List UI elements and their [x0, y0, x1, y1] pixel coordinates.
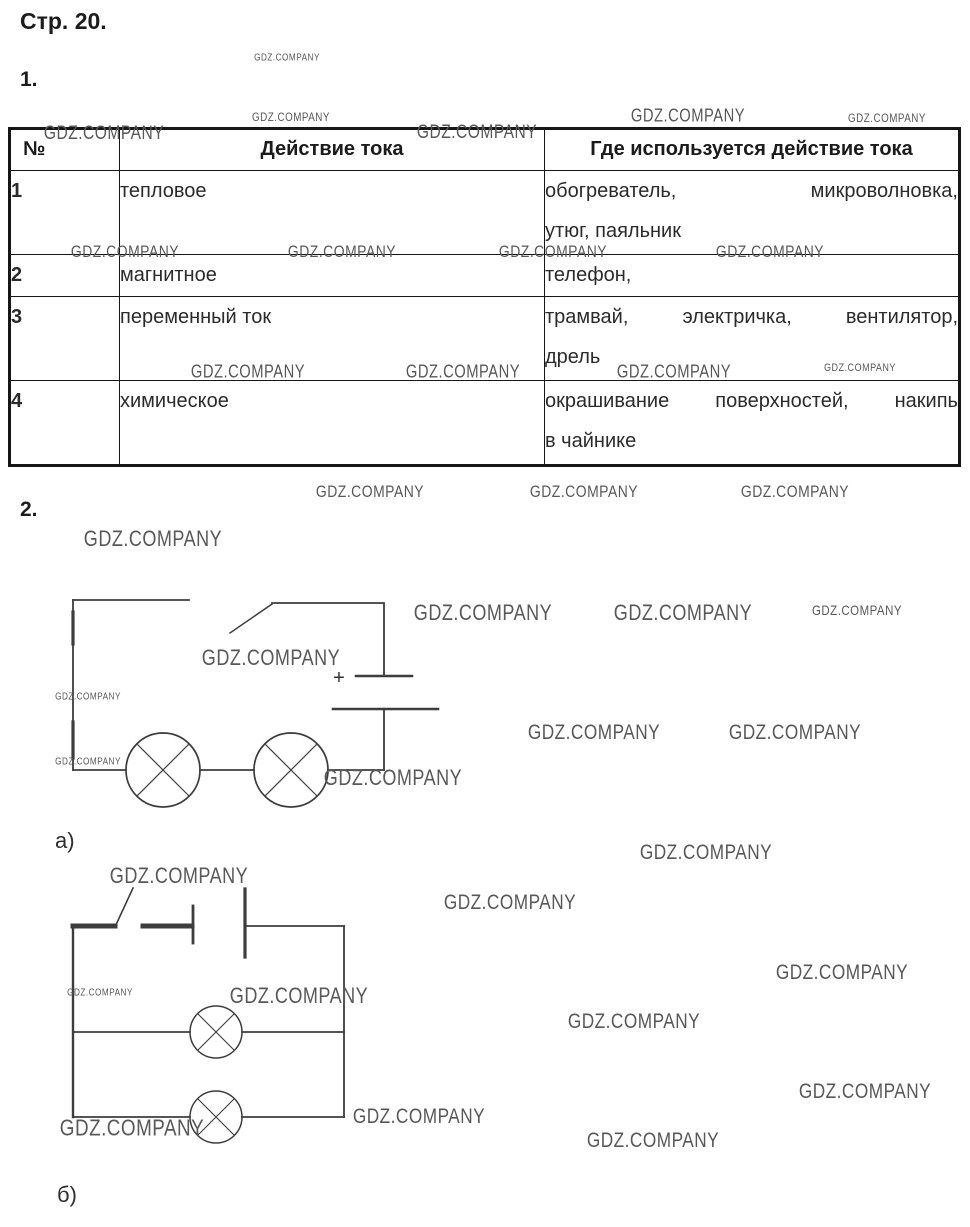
- circuit-b-diagram: [0, 870, 460, 1170]
- lamp-cross-icon: [198, 1099, 234, 1135]
- watermark: GDZ.COMPANY: [639, 841, 773, 864]
- watermark: GDZ.COMPANY: [55, 756, 121, 768]
- answers-table: [8, 127, 961, 467]
- row-number-cell: 4: [10, 381, 120, 466]
- watermark: GDZ.COMPANY: [201, 645, 341, 670]
- usage-line: в чайнике: [545, 430, 637, 452]
- usage-cell: [545, 255, 960, 297]
- action-cell: тепловое: [120, 171, 545, 255]
- watermark: GDZ.COMPANY: [567, 1010, 701, 1033]
- column-header-usage: Где используется действие тока: [545, 129, 960, 171]
- watermark: GDZ.COMPANY: [43, 123, 165, 144]
- watermark: GDZ.COMPANY: [529, 482, 639, 501]
- usage-cell: [545, 381, 960, 466]
- circuit-a-diagram: [0, 580, 463, 815]
- watermark: GDZ.COMPANY: [254, 52, 320, 64]
- usage-cell: [545, 171, 960, 255]
- usage-word: накипь: [894, 390, 958, 412]
- circuit-a-label: а): [55, 828, 75, 853]
- watermark: GDZ.COMPANY: [848, 111, 926, 125]
- usage-cell: [545, 297, 960, 381]
- usage-line: [545, 297, 958, 337]
- usage-word: окрашивание: [545, 390, 670, 412]
- watermark: GDZ.COMPANY: [83, 526, 223, 551]
- watermark: GDZ.COMPANY: [715, 242, 825, 261]
- watermark: GDZ.COMPANY: [229, 983, 369, 1008]
- open-switch-icon: [230, 604, 272, 633]
- question-2-label: 2.: [20, 498, 38, 521]
- open-switch-icon: [115, 888, 133, 927]
- action-cell: химическое: [120, 381, 545, 466]
- watermark: GDZ.COMPANY: [798, 1080, 932, 1103]
- watermark: GDZ.COMPANY: [630, 105, 746, 126]
- table-row: [10, 381, 960, 466]
- usage-line: утюг, паяльник: [545, 220, 681, 242]
- table-row: [10, 297, 960, 381]
- column-header-action: Действие тока: [120, 129, 545, 171]
- watermark: GDZ.COMPANY: [740, 482, 850, 501]
- usage-line: телефон,: [545, 264, 632, 286]
- column-header-number: №: [10, 129, 120, 171]
- usage-word: микроволновка,: [810, 180, 958, 202]
- watermark: GDZ.COMPANY: [70, 242, 180, 261]
- watermark: GDZ.COMPANY: [287, 242, 397, 261]
- watermark: GDZ.COMPANY: [443, 891, 577, 914]
- action-cell: переменный ток: [120, 297, 545, 381]
- watermark: GDZ.COMPANY: [323, 765, 463, 790]
- usage-line: [545, 171, 958, 211]
- lamp-cross-icon: [198, 1014, 234, 1050]
- action-cell: магнитное: [120, 255, 545, 297]
- usage-line: [545, 381, 958, 421]
- watermark: GDZ.COMPANY: [352, 1105, 486, 1128]
- usage-word: обогреватель,: [545, 180, 677, 202]
- watermark: GDZ.COMPANY: [55, 691, 121, 703]
- usage-word: вентилятор,: [845, 306, 958, 328]
- usage-word: электричка,: [682, 306, 792, 328]
- row-number-cell: 1: [10, 171, 120, 255]
- row-number-cell: 3: [10, 297, 120, 381]
- watermark: GDZ.COMPANY: [67, 987, 133, 999]
- watermark: GDZ.COMPANY: [586, 1129, 720, 1152]
- watermark: GDZ.COMPANY: [416, 122, 538, 143]
- watermark: GDZ.COMPANY: [613, 600, 753, 625]
- watermark: GDZ.COMPANY: [190, 361, 306, 382]
- watermark: GDZ.COMPANY: [616, 361, 732, 382]
- wire: [272, 603, 384, 676]
- watermark: GDZ.COMPANY: [315, 482, 425, 501]
- watermark: GDZ.COMPANY: [811, 602, 903, 618]
- answers-table-body: [10, 171, 960, 466]
- lamp-cross-icon: [265, 744, 317, 796]
- watermark: GDZ.COMPANY: [824, 362, 896, 374]
- watermark: GDZ.COMPANY: [252, 110, 330, 124]
- watermark: GDZ.COMPANY: [59, 1114, 205, 1141]
- table-row: [10, 255, 960, 297]
- usage-word: трамвай,: [545, 306, 629, 328]
- watermark: GDZ.COMPANY: [109, 863, 249, 888]
- row-number-cell: 2: [10, 255, 120, 297]
- watermark: GDZ.COMPANY: [498, 242, 608, 261]
- circuit-b-label: б): [57, 1182, 77, 1207]
- watermark: GDZ.COMPANY: [413, 600, 553, 625]
- question-1-label: 1.: [20, 68, 38, 91]
- watermark: GDZ.COMPANY: [405, 361, 521, 382]
- watermark: GDZ.COMPANY: [728, 721, 862, 744]
- usage-line: дрель: [545, 346, 601, 368]
- watermark: GDZ.COMPANY: [527, 721, 661, 744]
- battery-plus-label: +: [333, 667, 345, 689]
- watermark: GDZ.COMPANY: [775, 961, 909, 984]
- table-header-row: [10, 129, 960, 171]
- table-row: [10, 171, 960, 255]
- usage-word: поверхностей,: [715, 390, 849, 412]
- lamp-cross-icon: [137, 744, 189, 796]
- page-title: Стр. 20.: [20, 8, 107, 34]
